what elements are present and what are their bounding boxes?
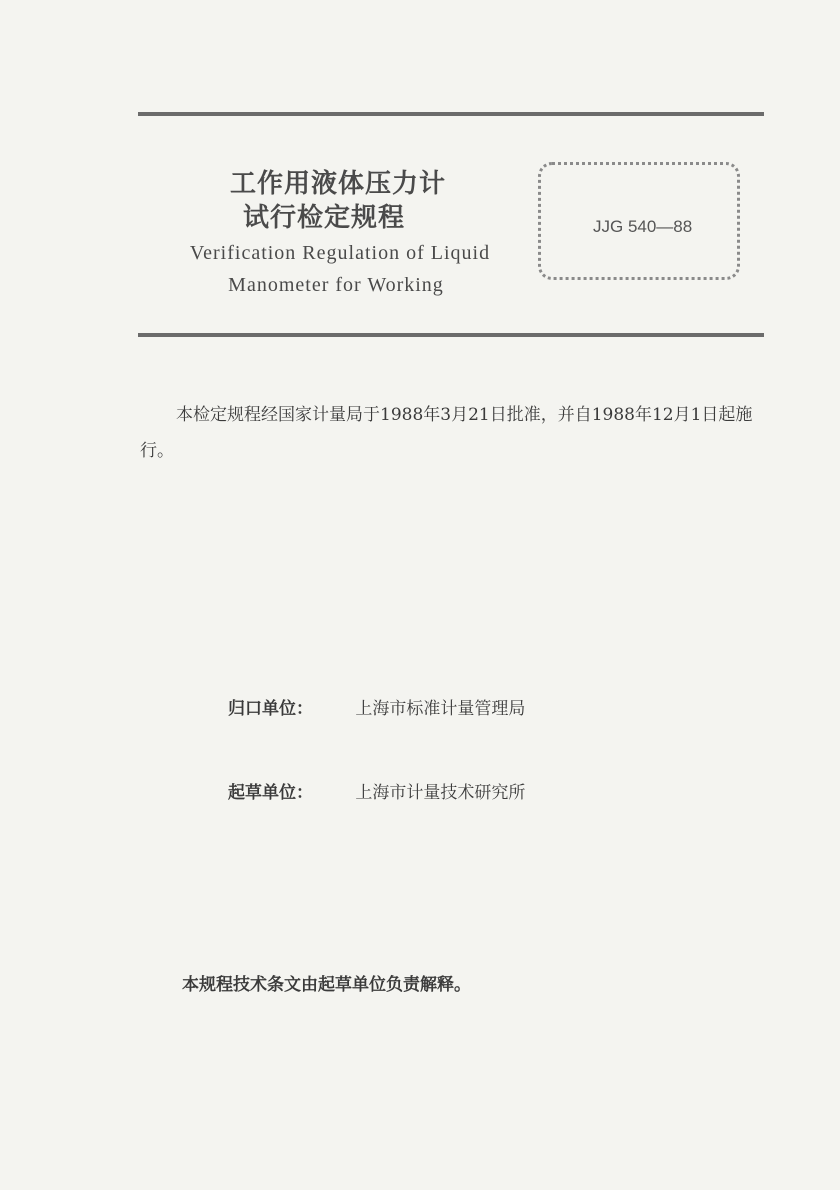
title-cn-line1: 工作用液体压力计: [229, 169, 446, 199]
drafter-value: 上海市计量技术研究所: [355, 783, 526, 803]
regulation-code: JJG 540—88: [593, 217, 693, 236]
top-rule: [138, 112, 764, 116]
title-en-line1: Verification Regulation of Liquid: [189, 242, 491, 264]
authority-label: 归口单位：: [228, 699, 313, 719]
title-en-line2: Manometer for Working: [228, 274, 444, 296]
authority-row: [228, 694, 525, 719]
bottom-rule: [138, 333, 764, 337]
drafter-row: [228, 778, 525, 803]
authority-value: 上海市标准计量管理局: [355, 699, 526, 719]
title-cn-line2: 试行检定规程: [242, 203, 405, 233]
drafter-label: 起草单位：: [228, 783, 313, 803]
interpretation-note: 本规程技术条文由起草单位负责解释。: [182, 975, 471, 995]
approval-statement: 本检定规程经国家计量局于1988年3月21日批准，并自1988年12月1日起施行。: [140, 405, 753, 461]
regulation-code-box: [538, 162, 740, 280]
